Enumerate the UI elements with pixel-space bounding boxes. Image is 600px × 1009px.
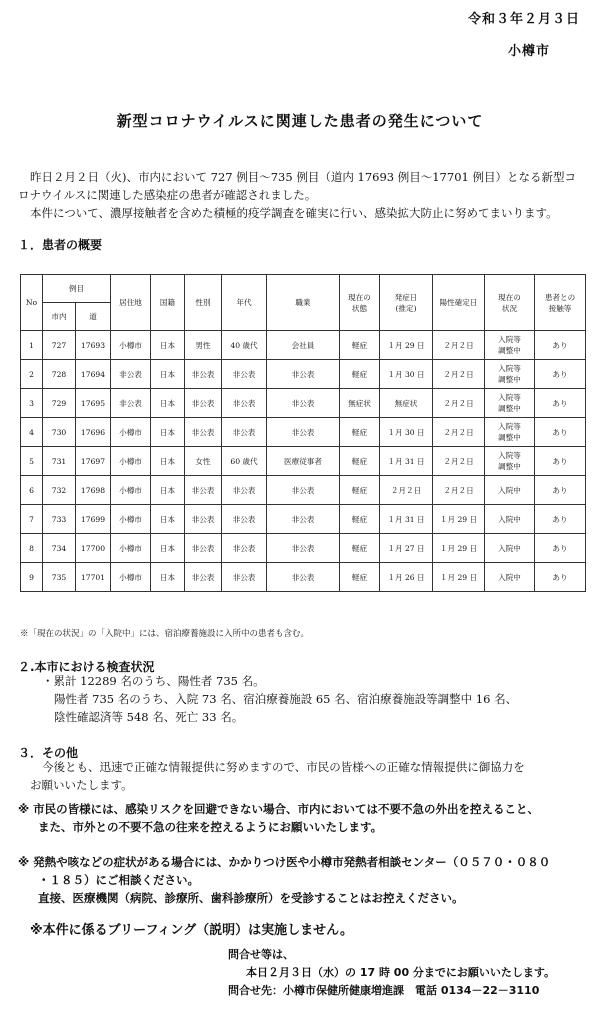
cell-status: [485, 505, 535, 534]
cell-contact: あり: [535, 331, 586, 360]
cell-case-city: 727: [43, 331, 76, 360]
cell-status-l1: 入院中: [498, 514, 521, 524]
cell-case-pref: 17699: [76, 505, 111, 534]
intro-text: [18, 168, 583, 222]
intro-paragraph-2: 本件について、濃厚接触者を含めた積極的疫学調査を確実に行い、感染拡大防止に努めてまいります。: [30, 206, 558, 220]
table-row: [21, 389, 586, 418]
cell-no: 2: [21, 360, 43, 389]
cell-occupation: 非公表: [267, 360, 340, 389]
cell-sex: 非公表: [185, 360, 222, 389]
cell-occupation: 非公表: [267, 476, 340, 505]
cell-occupation: 非公表: [267, 418, 340, 447]
cell-nationality: 日本: [151, 476, 185, 505]
cell-status: [485, 476, 535, 505]
cell-status-l1: 入院等: [498, 422, 521, 431]
cell-residence: 小樽市: [111, 418, 151, 447]
cell-onset: １月 31 日: [380, 505, 433, 534]
cell-age: 40 歳代: [222, 331, 267, 360]
issuer-name: 小樽市: [507, 44, 550, 59]
cell-status: [485, 447, 535, 476]
notice-1-line-2: また、市外との不要不急の往来を控えるようにお願いいたします。: [38, 820, 383, 834]
cell-onset: １月 29 日: [380, 331, 433, 360]
cell-occupation: 会社員: [267, 331, 340, 360]
cell-case-city: 735: [43, 563, 76, 592]
table-row: [21, 331, 586, 360]
cell-status-l1: 入院等: [498, 364, 521, 373]
cell-no: 9: [21, 563, 43, 592]
cell-contact: あり: [535, 389, 586, 418]
cell-positive-date: １月 29 日: [433, 505, 485, 534]
cell-residence: 非公表: [111, 360, 151, 389]
cell-sex: 男性: [185, 331, 222, 360]
notice-1-line-1: ※ 市民の皆様には、感染リスクを回避できない場合、市内においては不要不急の外出を控えること、: [18, 802, 539, 816]
cell-onset: ２月２日: [380, 476, 433, 505]
header-status-l2: 状況: [501, 303, 518, 313]
table-row: [21, 534, 586, 563]
section-2-body: [42, 672, 582, 726]
notice-2-line-2: ・１８５）にご相談ください。: [38, 873, 199, 887]
cell-onset: １月 31 日: [380, 447, 433, 476]
intro-paragraph-1: 昨日２月２日（火)、市内において 727 例目～735 例目（道内 17693 例目～17701 例目）となる新型コロナウイルスに関連した感染症の患者が確認されました。: [18, 170, 576, 202]
cell-status-l2: 調整中: [498, 462, 521, 471]
table-row: [21, 360, 586, 389]
header-no: No: [21, 275, 43, 331]
header-current-state-l2: 状態: [351, 303, 368, 313]
cell-occupation: 非公表: [267, 505, 340, 534]
cell-case-pref: 17701: [76, 563, 111, 592]
cell-contact: あり: [535, 505, 586, 534]
cell-case-city: 732: [43, 476, 76, 505]
cell-sex: 非公表: [185, 534, 222, 563]
cell-status-l2: 調整中: [498, 433, 521, 442]
header-contact-l1: 患者との: [544, 292, 576, 302]
cell-residence: 非公表: [111, 389, 151, 418]
cell-positive-date: １月 29 日: [433, 534, 485, 563]
cell-sex: 非公表: [185, 563, 222, 592]
cell-sex: 非公表: [185, 476, 222, 505]
header-case-city: 市内: [43, 303, 76, 331]
section-2-line-1: ・累計 12289 名のうち、陽性者 735 名。: [42, 674, 265, 688]
cell-nationality: 日本: [151, 505, 185, 534]
header-occupation: 職業: [267, 275, 340, 331]
table-row: [21, 418, 586, 447]
cell-status: [485, 563, 535, 592]
section-3-heading: ３．その他: [18, 746, 79, 760]
header-case: 例目: [43, 275, 111, 303]
cell-no: 4: [21, 418, 43, 447]
cell-case-city: 728: [43, 360, 76, 389]
cell-age: 非公表: [222, 360, 267, 389]
cell-age: 非公表: [222, 563, 267, 592]
cell-nationality: 日本: [151, 331, 185, 360]
cell-case-pref: 17700: [76, 534, 111, 563]
table-footnote: ※「現在の状況」の「入院中」には、宿泊療養施設に入所中の患者も含む。: [20, 629, 310, 639]
inquiry-line-1: 問合せ等は、: [228, 948, 294, 961]
header-contact: [535, 275, 586, 331]
table-row: [21, 563, 586, 592]
cell-case-pref: 17693: [76, 331, 111, 360]
cell-contact: あり: [535, 534, 586, 563]
header-onset-l1: 発症日: [394, 292, 418, 302]
cell-onset: １月 26 日: [380, 563, 433, 592]
notice-2-line-1: ※ 発熱や咳などの症状がある場合には、かかりつけ医や小樽市発熱者相談センター（０５７０・０８０: [18, 855, 551, 869]
cell-age: 非公表: [222, 534, 267, 563]
cell-case-city: 730: [43, 418, 76, 447]
header-status: [485, 275, 535, 331]
section-3-line-1: 今後とも、迅速で正確な情報提供に努めますので、市民の皆様への正確な情報提供に御協力を: [42, 760, 525, 774]
cell-case-pref: 17696: [76, 418, 111, 447]
document-date: 令和３年２月３日: [467, 12, 580, 27]
section-2-heading: ２.本市における検査状況: [18, 660, 155, 674]
cell-occupation: 非公表: [267, 389, 340, 418]
cell-status-l2: 調整中: [498, 404, 521, 413]
cell-sex: 非公表: [185, 505, 222, 534]
cell-occupation: 非公表: [267, 563, 340, 592]
notice-2-line-3: 直接、医療機関（病院、診療所、歯科診療所）を受診することはお控えください。: [38, 891, 464, 905]
cell-status: [485, 534, 535, 563]
header-onset: [380, 275, 433, 331]
cell-sex: 女性: [185, 447, 222, 476]
cell-no: 5: [21, 447, 43, 476]
cell-sex: 非公表: [185, 389, 222, 418]
cell-contact: あり: [535, 418, 586, 447]
table-row: [21, 505, 586, 534]
header-current-state: [340, 275, 380, 331]
section-3-line-2: お願いいたします。: [30, 778, 133, 792]
cell-positive-date: ２月２日: [433, 360, 485, 389]
inquiry-contact: 問合せ先：小樽市保健所健康増進課 電話 0134－22－3110: [228, 984, 540, 997]
cell-case-pref: 17694: [76, 360, 111, 389]
cell-age: 非公表: [222, 418, 267, 447]
cell-state: 軽症: [340, 476, 380, 505]
cell-state: 無症状: [340, 389, 380, 418]
cell-age: 非公表: [222, 505, 267, 534]
cell-case-city: 734: [43, 534, 76, 563]
section-2-line-3: 陰性確認済等 548 名、死亡 33 名。: [54, 710, 244, 724]
cell-contact: あり: [535, 563, 586, 592]
cell-status-l1: 入院等: [498, 451, 521, 460]
cell-sex: 非公表: [185, 418, 222, 447]
cell-nationality: 日本: [151, 360, 185, 389]
inquiry-line-2: 本日２月３日（水）の 17 時 00 分までにお願いいたします。: [246, 966, 556, 979]
cell-status: [485, 389, 535, 418]
header-contact-l2: 接触等: [548, 303, 572, 313]
cell-age: 非公表: [222, 476, 267, 505]
header-case-pref: 道: [76, 303, 111, 331]
cell-state: 軽症: [340, 505, 380, 534]
header-nationality: 国籍: [151, 275, 185, 331]
cell-case-pref: 17698: [76, 476, 111, 505]
cell-status-l1: 入院等: [498, 335, 521, 344]
header-onset-l2: (推定): [395, 303, 417, 313]
cell-onset: １月 30 日: [380, 418, 433, 447]
cell-positive-date: ２月２日: [433, 447, 485, 476]
cell-status-l1: 入院中: [498, 543, 521, 553]
cell-nationality: 日本: [151, 418, 185, 447]
cell-status-l1: 入院中: [498, 572, 521, 582]
cell-onset: １月 30 日: [380, 360, 433, 389]
cell-nationality: 日本: [151, 389, 185, 418]
header-age: 年代: [222, 275, 267, 331]
cell-residence: 小樽市: [111, 447, 151, 476]
cell-nationality: 日本: [151, 563, 185, 592]
cell-status: [485, 331, 535, 360]
header-positive-date: 陽性確定日: [433, 275, 485, 331]
briefing-notice: ※本件に係るブリーフィング（説明）は実施しません。: [30, 923, 353, 938]
cell-residence: 小樽市: [111, 331, 151, 360]
cell-age: 非公表: [222, 389, 267, 418]
cell-nationality: 日本: [151, 534, 185, 563]
cell-state: 軽症: [340, 534, 380, 563]
header-residence: 居住地: [111, 275, 151, 331]
cell-residence: 小樽市: [111, 563, 151, 592]
cell-positive-date: ２月２日: [433, 389, 485, 418]
notice-2: [18, 853, 583, 907]
cell-residence: 小樽市: [111, 505, 151, 534]
cell-status-l1: 入院中: [498, 485, 521, 495]
cell-no: 1: [21, 331, 43, 360]
cell-state: 軽症: [340, 563, 380, 592]
header-sex: 性別: [185, 275, 222, 331]
cell-case-pref: 17695: [76, 389, 111, 418]
cell-case-city: 729: [43, 389, 76, 418]
cell-occupation: 非公表: [267, 534, 340, 563]
notice-1: [18, 800, 583, 836]
cell-state: 軽症: [340, 331, 380, 360]
header-current-state-l1: 現在の: [348, 292, 371, 302]
cell-contact: あり: [535, 360, 586, 389]
cell-residence: 小樽市: [111, 476, 151, 505]
cell-positive-date: ２月２日: [433, 476, 485, 505]
section-1-heading: １．患者の概要: [18, 238, 103, 252]
cell-onset: 無症状: [380, 389, 433, 418]
cell-case-pref: 17697: [76, 447, 111, 476]
cell-residence: 小樽市: [111, 534, 151, 563]
cell-case-city: 733: [43, 505, 76, 534]
cell-positive-date: １月 29 日: [433, 563, 485, 592]
cell-status-l1: 入院等: [498, 393, 521, 402]
cell-status-l2: 調整中: [498, 346, 521, 355]
patient-table: [20, 274, 586, 592]
page-title: 新型コロナウイルスに関連した患者の発生について: [116, 112, 484, 130]
cell-state: 軽症: [340, 360, 380, 389]
cell-positive-date: ２月２日: [433, 418, 485, 447]
cell-occupation: 医療従事者: [267, 447, 340, 476]
cell-no: 7: [21, 505, 43, 534]
cell-case-city: 731: [43, 447, 76, 476]
cell-contact: あり: [535, 447, 586, 476]
cell-status-l2: 調整中: [498, 375, 521, 384]
table-row: [21, 447, 586, 476]
cell-no: 8: [21, 534, 43, 563]
cell-onset: １月 27 日: [380, 534, 433, 563]
section-3-body: [18, 758, 563, 794]
cell-positive-date: ２月２日: [433, 331, 485, 360]
cell-status: [485, 418, 535, 447]
cell-state: 軽症: [340, 447, 380, 476]
cell-state: 軽症: [340, 418, 380, 447]
table-row: [21, 476, 586, 505]
cell-no: 3: [21, 389, 43, 418]
section-2-line-2: 陽性者 735 名のうち、入院 73 名、宿泊療養施設 65 名、宿泊療養施設等調整中 16 名、: [54, 692, 518, 706]
cell-status: [485, 360, 535, 389]
cell-nationality: 日本: [151, 447, 185, 476]
header-status-l1: 現在の: [498, 292, 521, 302]
cell-contact: あり: [535, 476, 586, 505]
cell-no: 6: [21, 476, 43, 505]
cell-age: 60 歳代: [222, 447, 267, 476]
